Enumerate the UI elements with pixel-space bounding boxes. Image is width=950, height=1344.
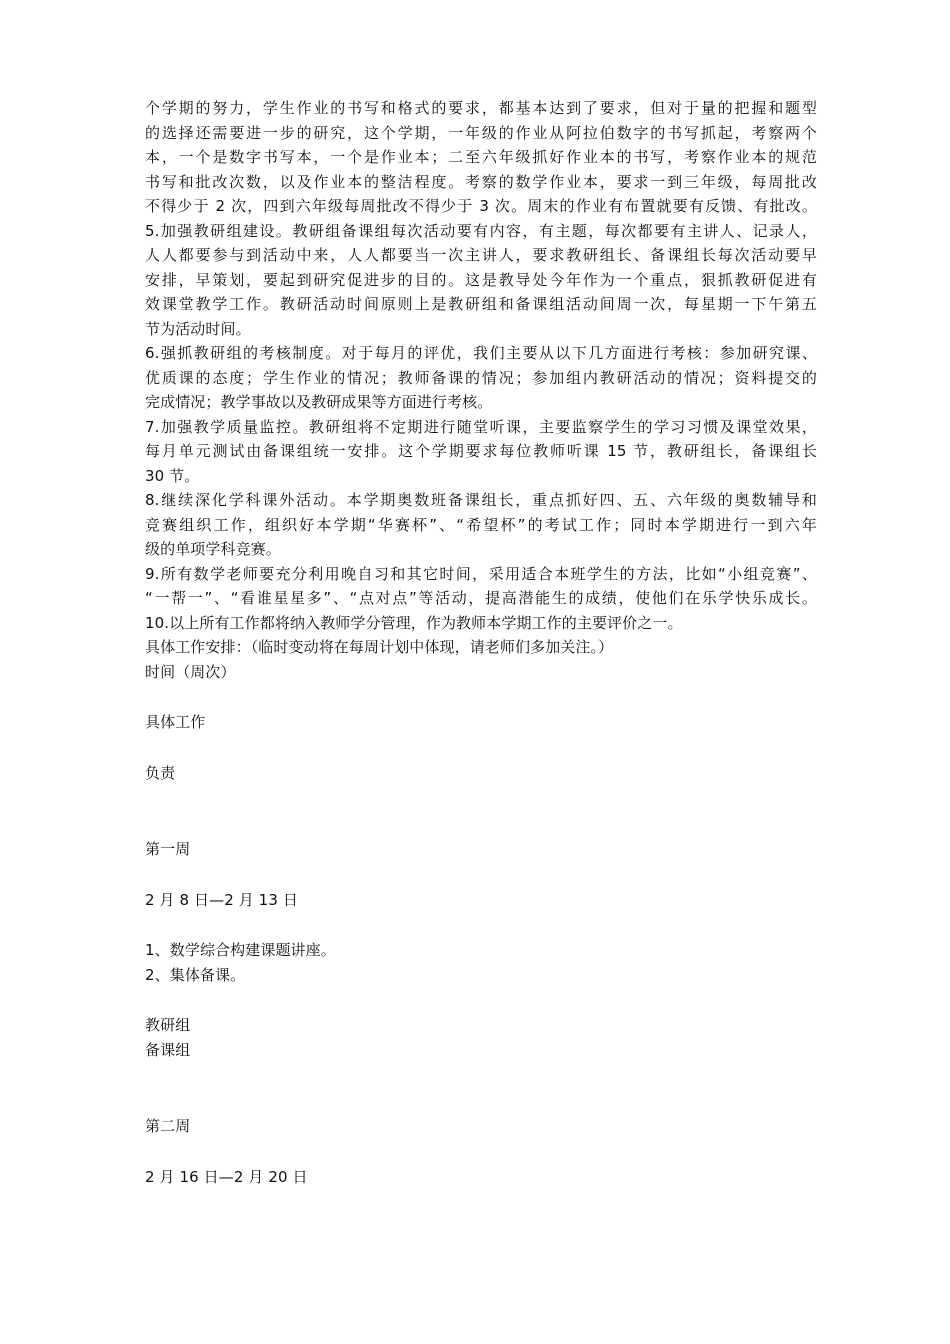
week-1-responsible: 备课组 (145, 1040, 191, 1059)
item-8-line: 竞赛组织工作，组织好本学期“华赛杯”、“希望杯”的考试工作；同时本学期进行一到六年 (145, 515, 817, 534)
week-1-task: 2、集体备课。 (145, 965, 246, 984)
item-6-line: 6.强抓教研组的考核制度。对于每月的评优，我们主要从以下几方面进行考核：参加研究课、 (145, 344, 817, 362)
item-5-line: 节为活动时间。 (145, 319, 251, 338)
week-2-dates: 2 月 16 日—2 月 20 日 (145, 1167, 308, 1186)
paragraph-line: 本，一个是数字书写本，一个是作业本；二至六年级抓好作业本的书写，考察作业本的规范 (145, 148, 817, 166)
item-7-line: 7.加强教学质量监控。教研组将不定期进行随堂听课，主要监察学生的学习习惯及课堂效果， (145, 417, 817, 436)
item-10-line: 10.以上所有工作都将纳入教师学分管理，作为教师本学期工作的主要评价之一。 (145, 613, 683, 632)
item-5-line: 人人都要参与到活动中来，人人都要当一次主讲人，要求教研组长、备课组长每次活动要早 (145, 246, 817, 264)
item-8-line: 级的单项学科竞赛。 (145, 540, 281, 558)
document-page (145, 96, 817, 1189)
paragraph-line: 不得少于 2 次，四到六年级每周批改不得少于 3 次。周末的作业有布置就要有反馈、有批改。 (145, 197, 817, 215)
item-5-line: 5.加强教研组建设。教研组备课组每次活动要有内容，有主题，每次都要有主讲人、记录人， (145, 221, 817, 240)
week-1-dates: 2 月 8 日—2 月 13 日 (145, 890, 298, 909)
week-2-label: 第二周 (145, 1117, 191, 1135)
item-5-line: 安排，早策划，要起到研究促进步的目的。这是教导处今年作为一个重点，狠抓教研促进有 (145, 270, 817, 289)
week-1-label: 第一周 (145, 840, 191, 858)
item-8-line: 8.继续深化学科课外活动。本学期奥数班备课组长，重点抓好四、五、六年级的奥数辅导和 (145, 491, 817, 509)
week-1-task: 1、数学综合构建课题讲座。 (145, 941, 336, 959)
paragraph-line: 个学期的努力，学生作业的书写和格式的要求，都基本达到了要求，但对于量的把握和题型 (145, 99, 817, 117)
header-time: 时间（周次） (145, 662, 236, 681)
paragraph-line: 的选择还需要进一步的研究，这个学期，一年级的作业从阿拉伯数字的书写抓起，考察两个 (145, 123, 817, 142)
header-responsible: 负责 (145, 763, 176, 782)
item-7-line: 30 节。 (145, 466, 200, 485)
header-work: 具体工作 (145, 713, 206, 731)
item-6-line: 完成情况；教学事故以及教研成果等方面进行考核。 (145, 393, 493, 411)
week-1-responsible: 教研组 (145, 1016, 191, 1034)
item-9-line: “一帮一”、“看谁星星多”、“点对点”等活动，提高潜能生的成绩，使他们在乐学快乐成长。 (145, 589, 817, 607)
item-9-line: 9.所有数学老师要充分利用晚自习和其它时间，采用适合本班学生的方法，比如“小组竞赛”、 (145, 564, 817, 583)
item-6-line: 优质课的态度；学生作业的情况；教师备课的情况；参加组内教研活动的情况；资料提交的 (145, 368, 817, 387)
schedule-intro: 具体工作安排：（临时变动将在每周计划中体现，请老师们多加关注。） (145, 638, 614, 656)
paragraph-line: 书写和批改次数，以及作业本的整洁程度。考察的数学作业本，要求一到三年级，每周批改 (145, 172, 817, 191)
item-7-line: 每月单元测试由备课组统一安排。这个学期要求每位教师听课 15 节，教研组长，备课组长 (145, 442, 817, 460)
item-5-line: 效课堂教学工作。教研活动时间原则上是教研组和备课组活动间周一次，每星期一下午第五 (145, 295, 817, 313)
